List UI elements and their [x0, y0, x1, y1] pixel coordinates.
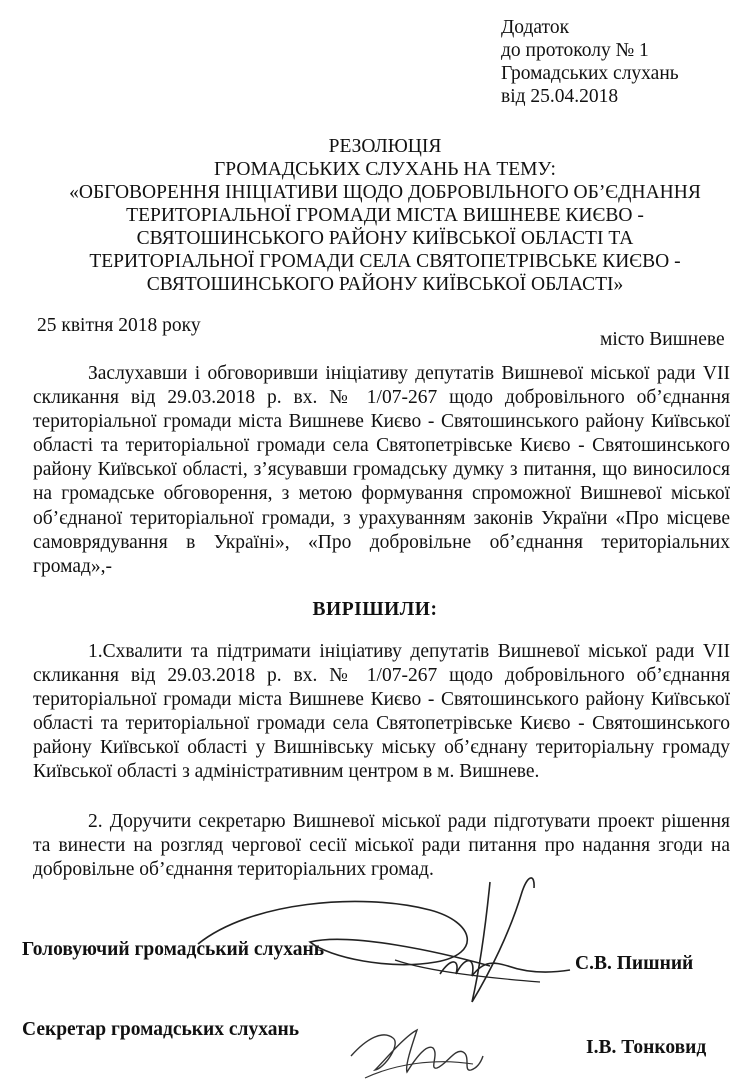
appendix-line: до протоколу № 1	[501, 40, 649, 61]
secretary-signature	[345, 1008, 485, 1088]
resolution-city: місто Вишневе	[600, 329, 725, 350]
decision-item-1: 1.Схвалити та підтримати ініціативу депутатів Вишневої міської ради VII скликання від 29.03.2018 р. вх. № 1/07-267 щодо добровільного об’єднання територіальної громади міста Вишневе Києво - Святошинського району Київської області та територіальної громади села Святопетрівське Києво - Святошинського району Київської області у Вишнівську міську об’єднану територіальну громаду Київської області з адміністративним центром в м. Вишневе.	[33, 641, 730, 783]
resolution-heading	[40, 135, 730, 296]
heading-line: РЕЗОЛЮЦІЯ	[328, 136, 442, 157]
appendix-line: Додаток	[501, 17, 570, 38]
secretary-label: Секретар громадських слухань	[22, 1019, 300, 1040]
heading-line: ТЕРИТОРІАЛЬНОЇ ГРОМАДИ МІСТА ВИШНЕВЕ КИЄВО -	[126, 205, 644, 226]
heading-line: СВЯТОШИНСЬКОГО РАЙОНУ КИЇВСЬКОЇ ОБЛАСТІ ТА	[136, 228, 634, 249]
secretary-name: І.В. Тонковид	[586, 1037, 707, 1058]
decided-heading: ВИРІШИЛИ:	[312, 599, 438, 620]
appendix-note	[501, 16, 679, 108]
heading-line: «ОБГОВОРЕННЯ ІНІЦІАТИВИ ЩОДО ДОБРОВІЛЬНОГО ОБ’ЄДНАННЯ	[69, 182, 701, 203]
resolution-date: 25 квітня 2018 року	[37, 315, 201, 336]
heading-line: ГРОМАДСЬКИХ СЛУХАНЬ НА ТЕМУ:	[214, 159, 556, 180]
heading-line: ТЕРИТОРІАЛЬНОЇ ГРОМАДИ СЕЛА СВЯТОПЕТРІВСЬКЕ КИЄВО -	[89, 251, 681, 272]
appendix-line: від 25.04.2018	[501, 86, 619, 107]
appendix-line: Громадських слухань	[501, 63, 679, 84]
chair-label: Головуючий громадський слухань	[22, 939, 325, 960]
chair-name: С.В. Пишний	[575, 953, 694, 974]
chair-signature	[190, 862, 580, 1012]
heading-line: СВЯТОШИНСЬКОГО РАЙОНУ КИЇВСЬКОЇ ОБЛАСТІ»	[146, 274, 624, 295]
intro-paragraph: Заслухавши і обговоривши ініціативу депутатів Вишневої міської ради VII скликання від 29.03.2018 р. вх. № 1/07-267 щодо добровільного об’єднання територіальної громади міста Вишневе Києво - Святошинського району Київської області та територіальної громади села Святопетрівське Києво - Святошинського району Київської області, з’ясувавши громадську думку з питання, що виносилося на громадське обговорення, з метою формування спроможної Вишневої міської об’єднаної територіальної громади, з урахуванням законів України «Про місцеве самоврядування в Україні», «Про добровільне об’єднання територіальних громад»,-	[33, 363, 730, 577]
decision-item-2: 2. Доручити секретарю Вишневої міської ради підготувати проект рішення та винести на розгляд чергової сесії міської ради питання про надання згоди на добровільне об’єднання територіальних громад.	[33, 811, 730, 881]
